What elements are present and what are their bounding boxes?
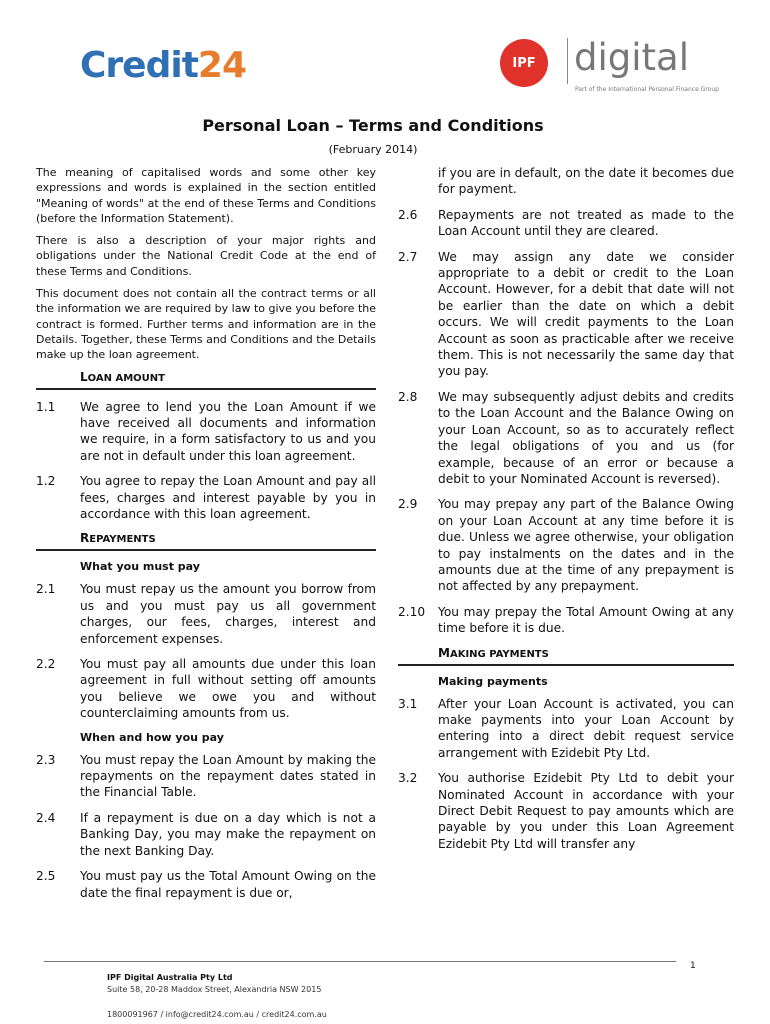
footer-address: Suite 58, 20-28 Maddox Street, Alexandria NSW 2015: [107, 985, 322, 994]
clause-2-8: 2.8 We may subsequently adjust debits and credits to the Loan Account and the Balance Owing on your Loan Account, so as to accurately reflect the legal obligations of you and us (for example, because of an error or because a debit to your Nominated Account is reversed).: [398, 389, 734, 486]
subheading-making-payments: Making payments: [438, 674, 548, 688]
clause-2-4: 2.4 If a repayment is due on a day which is not a Banking Day, you may make the repayment on the next Banking Day.: [36, 810, 376, 858]
ipf-logo-badge: IPF: [500, 39, 548, 87]
page-title: Personal Loan – Terms and Conditions: [202, 116, 544, 135]
subheading-what-you-must-pay: What you must pay: [80, 560, 200, 574]
clause-2-5-continued: if you are in default, on the date it becomes due for payment.: [438, 166, 734, 197]
clause-1-1: 1.1 We agree to lend you the Loan Amount if we have received all documents and information we require, in a form satisfactory to us and you are not in default under this loan agreement.: [36, 399, 376, 463]
clause-2-5: 2.5 You must pay us the Total Amount Owing on the date the final repayment is due or,: [36, 869, 376, 900]
ipf-digital-logo: digital: [574, 36, 689, 79]
clause-2-1: 2.1 You must repay us the amount you borrow from us and you must pay us all government charges, our fees, charges, interest and enforcement expenses.: [36, 582, 376, 646]
clause-2-9: 2.9 You may prepay any part of the Balance Owing on your Loan Account at any time before it is due. Unless we agree otherwise, your obligation to pay instalments on the dates and in the amounts due at the time of any prepayment is not affected by any prepayment.: [398, 497, 734, 594]
logo-divider: [567, 38, 568, 84]
clause-2-3: 2.3 You must repay the Loan Amount by making the repayments on the repayment dates stated in the Financial Table.: [36, 752, 376, 800]
section-heading-repayments: REPAYMENTS: [36, 531, 376, 551]
intro-paragraph: There is also a description of your major rights and obligations under the National Credit Code at the end of these Terms and Conditions.: [36, 234, 376, 278]
footer-company: IPF Digital Australia Pty Ltd: [107, 973, 233, 982]
credit24-logo: Credit24: [80, 45, 247, 86]
section-heading-making-payments: MAKING PAYMENTS: [398, 646, 734, 666]
footer-divider: [44, 961, 676, 962]
intro-paragraph: This document does not contain all the contract terms or all the information we are required by law to give you before the contract is formed. Further terms and information are in the Details. Together, these Terms and Conditions and the Details make up the loan agreement.: [36, 287, 376, 362]
clause-3-1: 3.1 After your Loan Account is activated, you can make payments into your Loan Account by entering into a direct debit request service arrangement with Ezidebit Pty Ltd.: [398, 696, 734, 760]
ipf-tagline: Part of the International Personal Finance Group: [575, 86, 719, 93]
subheading-when-and-how: When and how you pay: [80, 730, 224, 744]
clause-1-2: 1.2 You agree to repay the Loan Amount and pay all fees, charges and interest payable by you in accordance with this loan agreement.: [36, 474, 376, 521]
clause-3-2: 3.2 You authorise Ezidebit Pty Ltd to debit your Nominated Account in accordance with your Direct Debit Request to pay amounts which are payable by you under this Loan Agreement Ezidebit Pty Ltd will transfer any: [398, 771, 734, 851]
clause-2-2: 2.2 You must pay all amounts due under this loan agreement in full without setting off amounts you believe we owe you and without counterclaiming amounts from us.: [36, 657, 376, 721]
left-column: [36, 165, 376, 910]
clause-2-6: 2.6 Repayments are not treated as made to the Loan Account until they are cleared.: [398, 207, 734, 239]
footer-contact: 1800091967 / info@credit24.com.au / credit24.com.au: [107, 1010, 327, 1019]
right-column: [398, 165, 734, 861]
intro-paragraph: The meaning of capitalised words and some other key expressions and words is explained in the section entitled "Meaning of words" at the end of these Terms and Conditions (before the Information Statement).: [36, 166, 376, 225]
clause-2-7: 2.7 We may assign any date we consider appropriate to a debit or credit to the Loan Account. However, for a debit that date will not be earlier than the date on which a debit occurs. We will credit payments to the Loan Account as soon as practicable after we receive them. This is not necessarily the same day that you pay.: [398, 249, 734, 379]
section-heading-loan-amount: LOAN AMOUNT: [36, 370, 376, 390]
document-date: (February 2014): [328, 143, 418, 156]
clause-2-10: 2.10 You may prepay the Total Amount Owing at any time before it is due.: [398, 604, 734, 636]
page-number: 1: [690, 961, 696, 971]
